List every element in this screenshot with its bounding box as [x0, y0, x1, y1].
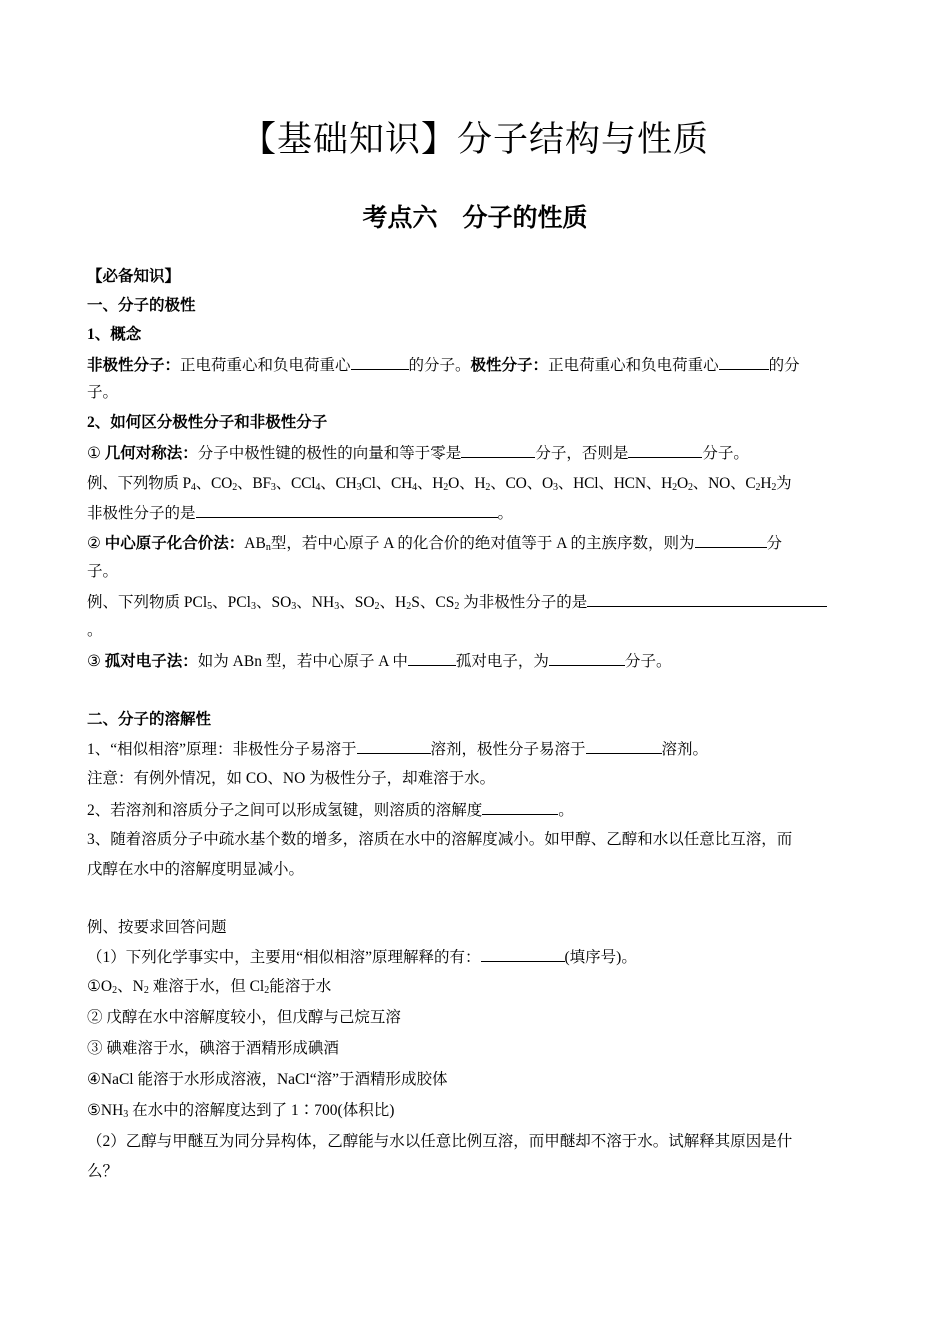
polar-term: 极性分子： [470, 357, 549, 374]
answer-blank[interactable] [549, 651, 625, 666]
section-header: 【必备知识】 [87, 268, 181, 285]
example-2-line: 例、下列物质 PCl$_5$、PCl$_3$、$SO_3$、$NH_3$、$SO_2$、$H_2S$、$CS_2$ 为非极性分子的是 [87, 592, 867, 613]
text-line: 3、随着溶质分子中疏水基个数的增多，溶质在水中的溶解度减小。如甲醇、乙醇和水以任意比互溶，而 [87, 831, 793, 848]
answer-blank[interactable] [481, 947, 565, 962]
method-1-term: 几何对称法： [104, 445, 198, 462]
answer-blank[interactable] [357, 739, 431, 754]
text-line: 。 [87, 622, 103, 639]
answer-blank[interactable] [719, 355, 769, 370]
option-2: ② 戊醇在水中溶解度较小，但戊醇与己烷互溶 [87, 1009, 401, 1026]
question-2-line: （2）乙醇与甲醚互为同分异构体，乙醇能与水以任意比例互溶，而甲醚却不溶于水。试解释其原因是什 [87, 1133, 793, 1150]
text-line: 子。 [87, 384, 119, 401]
concept-definition-line: 非极性分子：正电荷重心和负电荷重心 的分子。极性分子：正电荷重心和负电荷重心 的分 [87, 357, 800, 374]
method-3-term: 孤对电子法： [104, 653, 198, 670]
option-1: $①O_2$、$N_2$ 难溶于水，但 $Cl_2$能溶于水 [87, 978, 332, 996]
text-line: 戊醇在水中的溶解度明显减小。 [87, 861, 305, 878]
option-5: $⑤NH_3$ 在水中的溶解度达到了 1∶700(体积比) [87, 1102, 395, 1120]
page-title: 【基础知识】分子结构与性质 [240, 120, 709, 160]
section-1-heading: 一、分子的极性 [87, 297, 196, 314]
section-2-heading: 二、分子的溶解性 [87, 711, 212, 728]
answer-blank[interactable] [461, 443, 535, 458]
page-subtitle: 考点六 分子的性质 [362, 203, 588, 232]
method-1-line: ① 几何对称法：分子中极性键的极性的向量和等于零是 分子，否则是 分子。 [87, 445, 749, 462]
option-3: ③ 碘难溶于水，碘溶于酒精形成碘酒 [87, 1040, 339, 1057]
answer-blank[interactable] [628, 443, 702, 458]
note-line: 注意：有例外情况，如 CO、NO 为极性分子，却难溶于水。 [87, 770, 496, 787]
example-heading: 例、按要求回答问题 [87, 919, 227, 936]
text-line: 么？ [87, 1163, 119, 1180]
answer-blank[interactable] [695, 533, 767, 548]
distinguish-heading: 2、如何区分极性分子和非极性分子 [87, 414, 328, 431]
option-4: ④NaCl 能溶于水形成溶液，NaCl“溶”于酒精形成胶体 [87, 1071, 448, 1088]
answer-blank[interactable] [196, 503, 498, 518]
method-2-line: ② 中心原子化合价法：$AB_n$型，若中心原子 A 的化合价的绝对值等于 A 的主族序数，则为 分 [87, 535, 783, 553]
answer-blank[interactable] [586, 739, 662, 754]
answer-blank[interactable] [482, 800, 558, 815]
answer-blank[interactable] [351, 355, 409, 370]
example-1-answer-line: 非极性分子的是 。 [87, 505, 514, 522]
nonpolar-term: 非极性分子： [87, 357, 181, 374]
answer-blank[interactable] [408, 651, 456, 666]
hydrogen-bond-line: 2、若溶剂和溶质分子之间可以形成氢键，则溶质的溶解度 。 [87, 802, 574, 819]
question-1-line: （1）下列化学事实中，主要用“相似相溶”原理解释的有： (填序号)。 [87, 949, 637, 966]
answer-blank[interactable] [587, 592, 827, 607]
concept-heading: 1、概念 [87, 326, 142, 343]
example-1-line: 例、下列物质 $P_4$、$CO_2$、$BF_3$、CCl$_4$、$CH_3Cl$、$CH_4$、$H_2O$、$H_2$、CO、$O_3$、HCl、HCN、$H_2O_2$、NO、$C_2H_2$为 [87, 475, 792, 493]
solubility-rule-line: 1、“相似相溶”原理：非极性分子易溶于 溶剂，极性分子易溶于 溶剂。 [87, 741, 709, 758]
method-2-term: 中心原子化合价法： [104, 535, 245, 552]
text-line: 子。 [87, 563, 119, 580]
method-3-line: ③ 孤对电子法：如为 ABn 型，若中心原子 A 中 孤对电子，为 分子。 [87, 653, 672, 670]
